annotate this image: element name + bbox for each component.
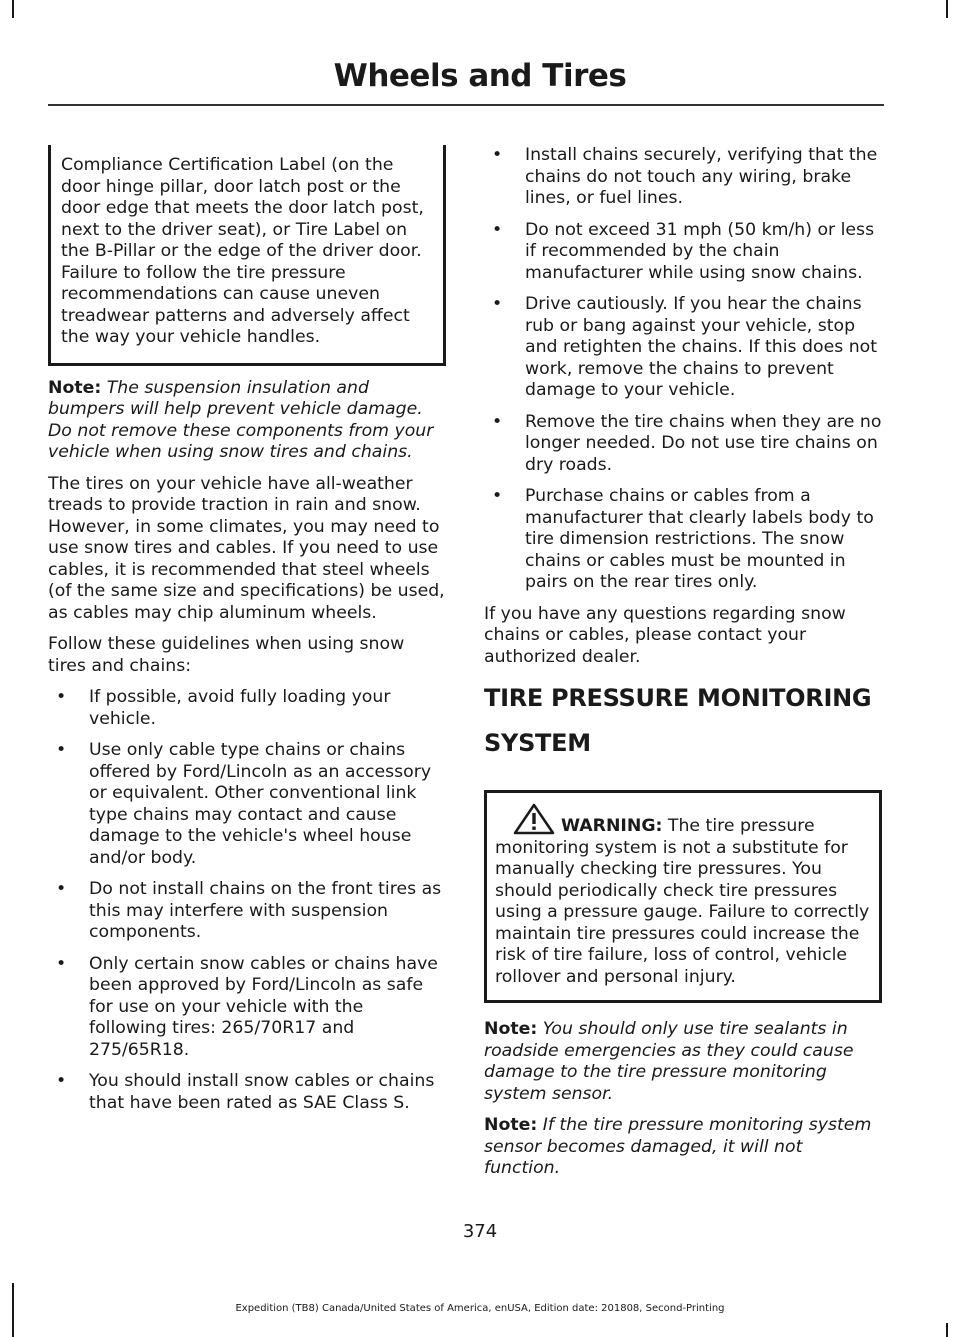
right-column (484, 145, 882, 1190)
warning-box (484, 790, 882, 1003)
crop-mark-top-left (12, 0, 14, 18)
warning-triangle-icon (513, 803, 555, 835)
section-heading (484, 682, 882, 760)
warning-box-text: Compliance Certification Label (on the door hinge pillar, door latch post or the door edge that meets the door latch post, next to the driver seat), or Tire Label on the B-Pillar or the edge of the driver door. Failure to follow the tire pressure recommendations can cause uneven treadwear patterns and adversely affect the way your vehicle handles. (61, 155, 424, 347)
paragraph-all-weather: The tires on your vehicle have all-weather treads to provide traction in rain and snow. However, in some climates, you may need to use snow tires and cables. If you need to use cables, it is recommended that steel wheels (of the same size and specifications) be used, as cables may chip aluminum wheels. (48, 473, 445, 623)
list-item: • Do not exceed 31 mph (50 km/h) or less if recommended by the chain manufacturer while using snow chains. (484, 220, 882, 285)
left-bullet-list (48, 687, 446, 1114)
note-sealants (484, 1019, 882, 1105)
right-bullet-list (484, 145, 882, 594)
paragraph-questions: If you have any questions regarding snow chains or cables, please contact your authorized dealer. (484, 603, 846, 667)
note-text: You should only use tire sealants in roadside emergencies as they could cause damage to the tire pressure monitoring system sensor. (484, 1019, 854, 1104)
list-item: • You should install snow cables or chains that have been rated as SAE Class S. (48, 1071, 446, 1114)
page-number: 374 (462, 1221, 498, 1242)
paragraph-guidelines: Follow these guidelines when using snow tires and chains: (48, 634, 405, 676)
left-column (48, 145, 446, 1124)
crop-mark-top-right (946, 0, 948, 18)
list-item: • Remove the tire chains when they are no longer needed. Do not use tire chains on dry roads. (484, 412, 882, 477)
list-item: • If possible, avoid fully loading your vehicle. (48, 687, 446, 730)
page-title: Wheels and Tires (333, 58, 627, 94)
title-rule (48, 104, 884, 106)
list-item: • Do not install chains on the front tires as this may interfere with suspension components. (48, 879, 446, 944)
list-item: • Only certain snow cables or chains have been approved by Ford/Lincoln as safe for use on your vehicle with the following tires: 265/70R17 and 275/65R18. (48, 954, 446, 1062)
note-label: Note: (48, 377, 102, 398)
note-suspension (48, 378, 446, 464)
section-heading-line1: TIRE PRESSURE MONITORING (484, 684, 872, 712)
list-item: • Purchase chains or cables from a manufacturer that clearly labels body to tire dimension restrictions. The snow chains or cables must be mounted in pairs on the rear tires only. (484, 486, 882, 594)
note-text: If the tire pressure monitoring system sensor becomes damaged, it will not function. (484, 1115, 872, 1178)
note-text: The suspension insulation and bumpers will help prevent vehicle damage. Do not remove these components from your vehicle when using snow tires and chains. (48, 377, 434, 462)
warning-label: WARNING: (561, 816, 663, 836)
continued-warning-box (48, 145, 446, 366)
note-sensor-damage (484, 1115, 882, 1180)
note-label: Note: (484, 1019, 538, 1039)
warning-text: The tire pressure monitoring system is not a substitute for manually checking tire pressures. You should periodically check tire pressures using a pressure gauge. Failure to correctly maintain tire pressures could increase the risk of tire failure, loss of control, vehicle rollover and personal injury. (495, 816, 870, 987)
footer-edition-info: Expedition (TB8) Canada/United States of America, enUSA, Edition date: 201808, Second-Printing (235, 1303, 725, 1314)
list-item: • Install chains securely, verifying that the chains do not touch any wiring, brake lines, or fuel lines. (484, 145, 882, 210)
note-label: Note: (484, 1115, 538, 1135)
list-item: • Use only cable type chains or chains offered by Ford/Lincoln as an accessory or equivalent. Other conventional link type chains may contact and cause damage to the vehicle's wheel house and/or body. (48, 740, 446, 869)
crop-mark-bottom-right (946, 1323, 948, 1337)
section-heading-line2: SYSTEM (484, 729, 591, 757)
list-item: • Drive cautiously. If you hear the chains rub or bang against your vehicle, stop and retighten the chains. If this does not work, remove the chains to prevent damage to your vehicle. (484, 294, 882, 402)
